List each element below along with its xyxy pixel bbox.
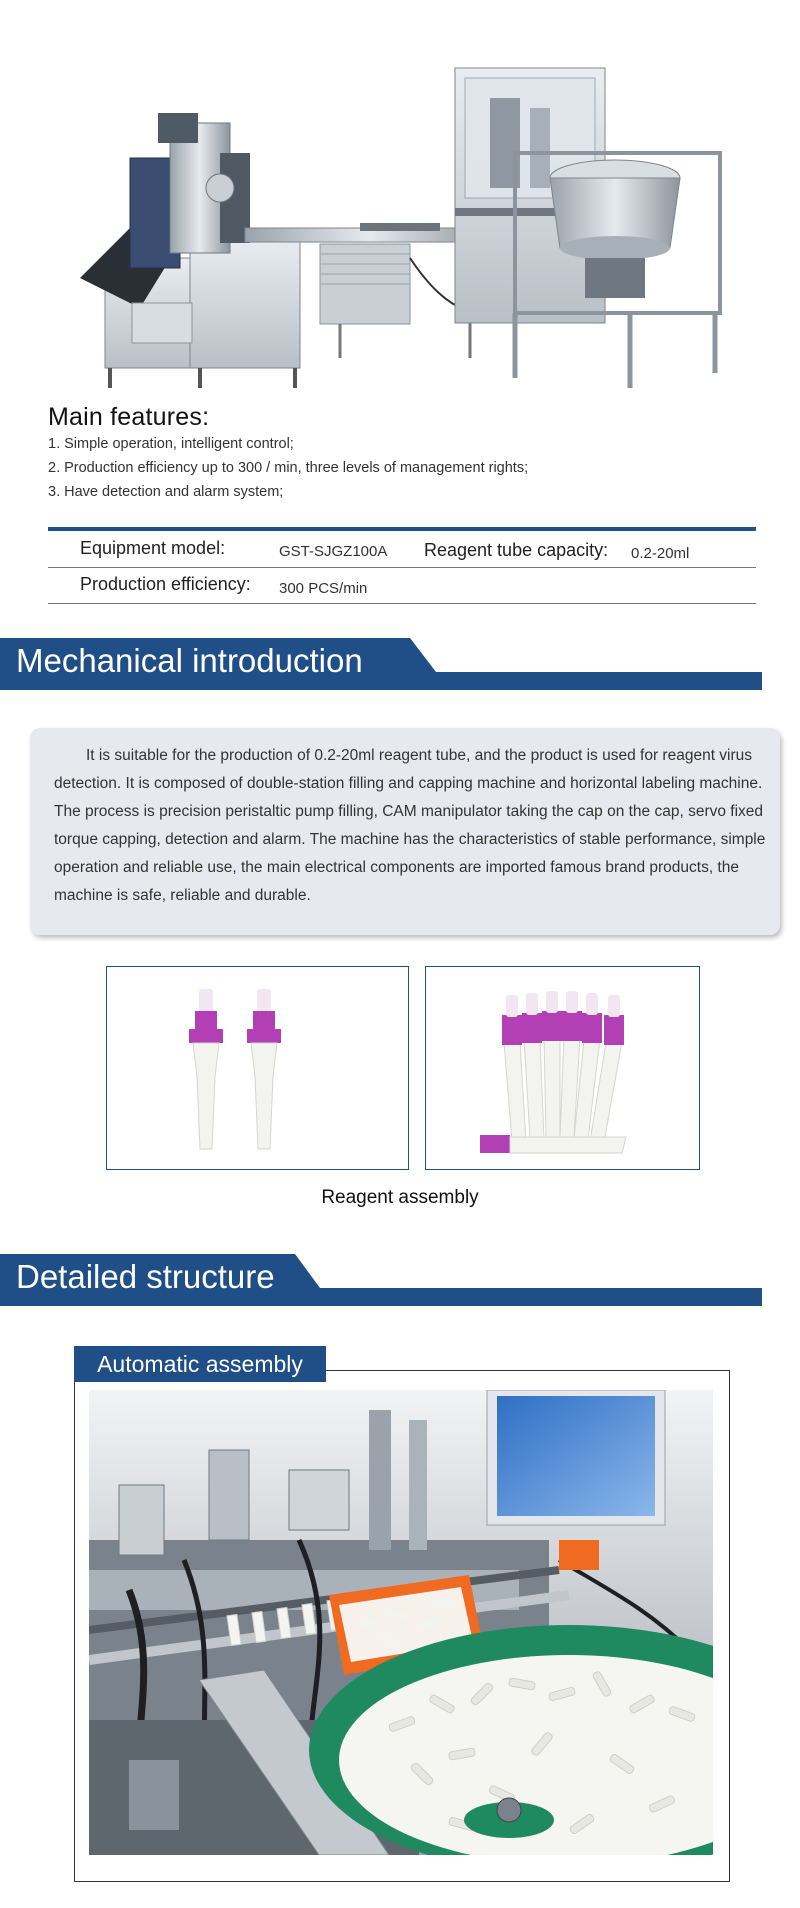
spec-model-label: Equipment model:: [80, 538, 226, 558]
automatic-assembly-image: [89, 1390, 713, 1855]
reagent-tube: [189, 989, 223, 1149]
intro-text: It is suitable for the production of 0.2-20ml reagent tube, and the product is used for reagent virus detection. It is composed of double-station filling and capping machine and horizontal labeling machine. The process is precision peristaltic pump filling, CAM manipulator taking the cap on the cap, servo fixed torque capping, detection and alarm. The machine has the characteristics of stable performance, simple operation and reliable use, the main electrical components are imported famous brand products, the machine is safe, reliable and durable.: [54, 747, 766, 904]
feature-item: 1. Simple operation, intelligent control;: [48, 436, 294, 452]
spec-table-divider: [48, 567, 756, 568]
feature-item: 2. Production efficiency up to 300 / min, three levels of management rights;: [48, 460, 529, 476]
machine-illustration: [70, 58, 730, 398]
feature-item: 3. Have detection and alarm system;: [48, 484, 284, 500]
spec-capacity-value: 0.2-20ml: [631, 545, 690, 562]
reagent-photo-pair: [106, 966, 409, 1170]
reagent-tubes-upright-image: [107, 967, 408, 1169]
spec-model-value: GST-SJGZ100A: [279, 543, 388, 560]
assembly-label: Automatic assembly: [74, 1346, 326, 1382]
spec-table-top-rule: [48, 527, 756, 531]
spec-efficiency-value: 300 PCS/min: [279, 580, 368, 597]
spec-efficiency-label: Production efficiency:: [80, 574, 251, 594]
reagent-photo-bundle: [425, 966, 700, 1170]
features-title: Main features:: [48, 403, 210, 431]
detailed-title: Detailed structure: [16, 1258, 275, 1295]
reagent-caption: Reagent assembly: [321, 1187, 479, 1208]
reagent-tubes-bundle-image: [426, 967, 699, 1169]
spec-capacity-label: Reagent tube capacity:: [424, 540, 609, 560]
reagent-tube: [247, 989, 281, 1149]
spec-table-bottom-rule: [48, 603, 756, 604]
mechanical-title: Mechanical introduction: [16, 642, 363, 679]
